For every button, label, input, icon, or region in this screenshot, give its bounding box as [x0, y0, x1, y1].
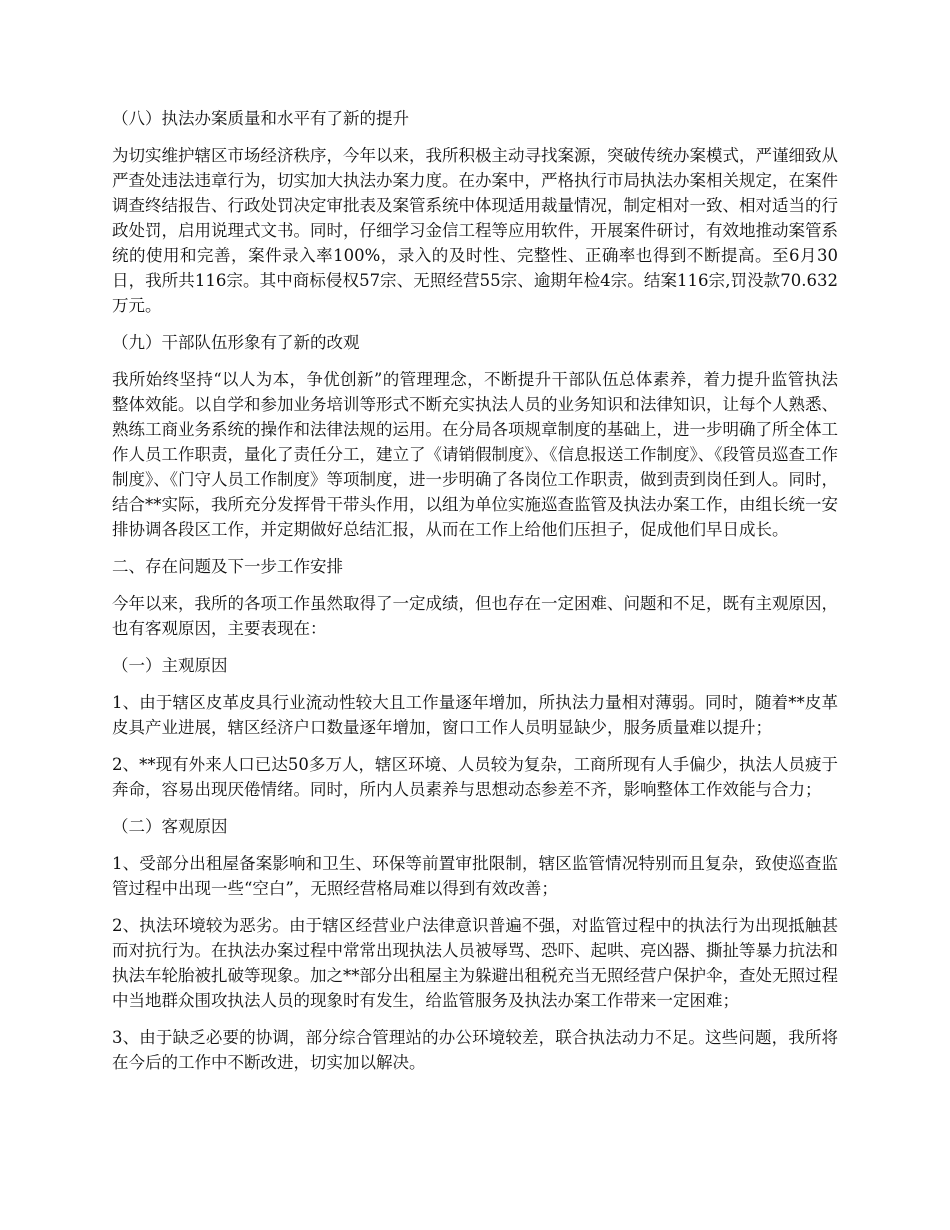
- subheading-subjective: （一）主观原因: [112, 656, 228, 675]
- paragraph-objective-2: 2、执法环境较为恶劣。由于辖区经营业户法律意识普遍不强，对监管过程中的执法行为出现抵触甚而对抗行为。在执法办案过程中常常出现执法人员被辱骂、恐吓、起哄、亮凶器、撕扯等暴力抗法和执法车轮胎被扎破等现象。加之**部分出租屋主为躲避出租税充当无照经营户保护伞，查处无照过程中当地群众围攻执法人员的现象时有发生，给监管服务及执法办案工作带来一定困难；: [112, 916, 838, 1010]
- paragraph-subjective-1: 1、由于辖区皮革皮具行业流动性较大且工作量逐年增加，所执法力量相对薄弱。同时，随着**皮革皮具产业进展，辖区经济户口数量逐年增加，窗口工作人员明显缺少，服务质量难以提升；: [112, 693, 838, 737]
- section-heading-problems: 二、存在问题及下一步工作安排: [112, 557, 343, 576]
- paragraph-case-quality: 为切实维护辖区市场经济秩序，今年以来，我所积极主动寻找案源，突破传统办案模式，严谨细致从严查处违法违章行为，切实加大执法办案力度。在办案中，严格执行市局执法办案相关规定，在案件调查终结报告、行政处罚决定审批表及案管系统中体现适用裁量情况，制定相对一致、相对适当的行政处罚，启用说理式文书。同时，仔细学习金信工程等应用软件，开展案件研讨，有效地推动案管系统的使用和完善，案件录入率100%，录入的及时性、完整性、正确率也得到不断提高。至6月30日，我所共116宗。其中商标侵权57宗、无照经营55宗、逾期年检4宗。结案116宗,罚没款70.632万元。: [112, 146, 838, 315]
- subheading-objective: （二）客观原因: [112, 817, 228, 836]
- paragraph-objective-1: 1、受部分出租屋备案影响和卫生、环保等前置审批限制，辖区监管情况特别而且复杂，致使巡查监管过程中出现一些“空白”，无照经营格局难以得到有效改善；: [112, 854, 838, 898]
- paragraph-problems-intro: 今年以来，我所的各项工作虽然取得了一定成绩，但也存在一定困难、问题和不足，既有主观原因，也有客观原因，主要表现在：: [112, 594, 838, 638]
- section-heading-8: （八）执法办案质量和水平有了新的提升: [112, 109, 409, 128]
- section-heading-9: （九）干部队伍形象有了新的改观: [112, 333, 360, 352]
- paragraph-team-image: 我所始终坚持“以人为本，争优创新”的管理理念，不断提升干部队伍总体素养，着力提升监管执法整体效能。以自学和参加业务培训等形式不断充实执法人员的业务知识和法律知识，让每个人熟悉、熟练工商业务系统的操作和法律法规的运用。在分局各项规章制度的基础上，进一步明确了所全体工作人员工作职责，量化了责任分工，建立了《请销假制度》、《信息报送工作制度》、《段管员巡查工作制度》、《门守人员工作制度》等项制度，进一步明确了各岗位工作职责，做到责到岗任到人。同时，结合**实际，我所充分发挥骨干带头作用，以组为单位实施巡查监管及执法办案工作，由组长统一安排协调各段区工作，并定期做好总结汇报，从而在工作上给他们压担子，促成他们早日成长。: [112, 370, 838, 539]
- paragraph-objective-3: 3、由于缺乏必要的协调，部分综合管理站的办公环境较差，联合执法动力不足。这些问题，我所将在今后的工作中不断改进，切实加以解决。: [112, 1028, 838, 1072]
- paragraph-subjective-2: 2、**现有外来人口已达50多万人，辖区环境、人员较为复杂，工商所现有人手偏少，执法人员疲于奔命，容易出现厌倦情绪。同时，所内人员素养与思想动态参差不齐，影响整体工作效能与合力；: [112, 755, 838, 799]
